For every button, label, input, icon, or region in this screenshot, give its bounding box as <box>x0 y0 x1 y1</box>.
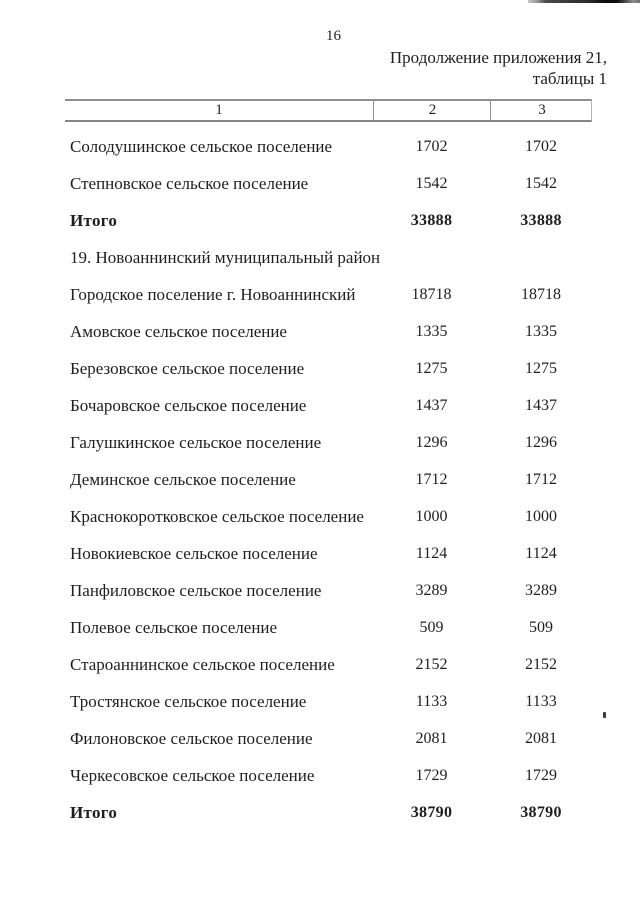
settlement-name: Филоновское сельское поселение <box>70 728 313 748</box>
total-row <box>0 202 640 239</box>
table-row <box>0 350 640 387</box>
table-row <box>0 646 640 683</box>
value-col2: 18718 <box>411 285 452 303</box>
settlement-name: Черкесовское сельское поселение <box>70 765 315 785</box>
value-col3: 1712 <box>525 470 557 488</box>
value-col2: 33888 <box>410 211 453 229</box>
settlement-name: Городское поселение г. Новоаннинский <box>70 284 356 304</box>
table-row <box>0 683 640 720</box>
table-row <box>0 128 640 165</box>
value-col2: 1275 <box>415 359 448 377</box>
settlement-name: Березовское сельское поселение <box>70 358 305 378</box>
value-col2: 1729 <box>415 766 448 784</box>
table-body <box>0 128 640 831</box>
value-col3: 1335 <box>525 322 557 340</box>
table-header-row <box>65 99 592 122</box>
settlement-name: Полевое сельское поселение <box>70 617 278 637</box>
value-col3: 1296 <box>525 433 557 451</box>
section-header-row <box>0 239 640 276</box>
table-header-col-2: 2 <box>373 101 491 120</box>
value-col3: 1437 <box>525 396 557 414</box>
settlement-name: Тростянское сельское поселение <box>70 691 307 711</box>
table-row <box>0 572 640 609</box>
value-col2: 1542 <box>415 174 448 192</box>
settlement-name: Краснокоротковское сельское поселение <box>70 506 364 526</box>
settlement-name: Панфиловское сельское поселение <box>70 580 322 600</box>
settlement-name: Новокиевское сельское поселение <box>70 543 318 563</box>
value-col2: 1335 <box>415 322 448 340</box>
value-col3: 18718 <box>521 285 561 303</box>
settlement-name: Солодушинское сельское поселение <box>70 136 333 156</box>
value-col2: 1133 <box>415 692 448 710</box>
value-col3: 1702 <box>525 137 557 155</box>
value-col3: 2152 <box>525 655 557 673</box>
value-col2: 1702 <box>415 137 448 155</box>
value-col3: 1124 <box>525 544 557 562</box>
value-col2: 1000 <box>415 507 448 525</box>
table-header-col-1: 1 <box>215 102 223 118</box>
value-col2: 38790 <box>410 803 453 821</box>
table-row <box>0 461 640 498</box>
settlement-name: Галушкинское сельское поселение <box>70 432 322 452</box>
value-col2: 1712 <box>415 470 448 488</box>
value-col2: 509 <box>419 618 444 636</box>
value-col3: 1275 <box>525 359 557 377</box>
table-row <box>0 609 640 646</box>
table-row <box>0 276 640 313</box>
value-col3: 33888 <box>520 211 562 229</box>
settlement-name: Итого <box>70 210 118 230</box>
settlement-name: Деминское сельское поселение <box>70 469 296 489</box>
value-col3: 1729 <box>525 766 557 784</box>
value-col2: 2152 <box>415 655 448 673</box>
value-col2: 1124 <box>415 544 448 562</box>
total-row <box>0 794 640 831</box>
table-row <box>0 720 640 757</box>
appendix-header <box>390 47 607 89</box>
value-col3: 1000 <box>525 507 557 525</box>
table-row <box>0 424 640 461</box>
value-col3: 509 <box>529 618 553 636</box>
value-col2: 1296 <box>415 433 448 451</box>
table-header-col-3: 3 <box>490 101 593 120</box>
settlement-name: Итого <box>70 802 118 822</box>
appendix-header-line2: таблицы 1 <box>532 69 607 88</box>
value-col3: 38790 <box>520 803 562 821</box>
settlement-name: Бочаровское сельское поселение <box>70 395 307 415</box>
page-number: 16 <box>326 28 341 44</box>
value-col3: 2081 <box>525 729 557 747</box>
table-row <box>0 387 640 424</box>
table-row <box>0 165 640 202</box>
value-col2: 1437 <box>415 396 448 414</box>
settlement-name: Староаннинское сельское поселение <box>70 654 335 674</box>
table-row <box>0 498 640 535</box>
value-col3: 1542 <box>525 174 557 192</box>
value-col3: 1133 <box>525 692 557 710</box>
settlement-name: Амовское сельское поселение <box>70 321 287 341</box>
table-row <box>0 535 640 572</box>
table-row <box>0 757 640 794</box>
table-row <box>0 313 640 350</box>
value-col3: 3289 <box>525 581 557 599</box>
settlement-name: 19. Новоаннинский муниципальный район <box>70 247 381 267</box>
value-col2: 2081 <box>415 729 448 747</box>
scan-artifact-bar <box>528 0 640 3</box>
appendix-header-line1: Продолжение приложения 21, <box>389 48 607 67</box>
settlement-name: Степновское сельское поселение <box>70 173 309 193</box>
value-col2: 3289 <box>415 581 448 599</box>
